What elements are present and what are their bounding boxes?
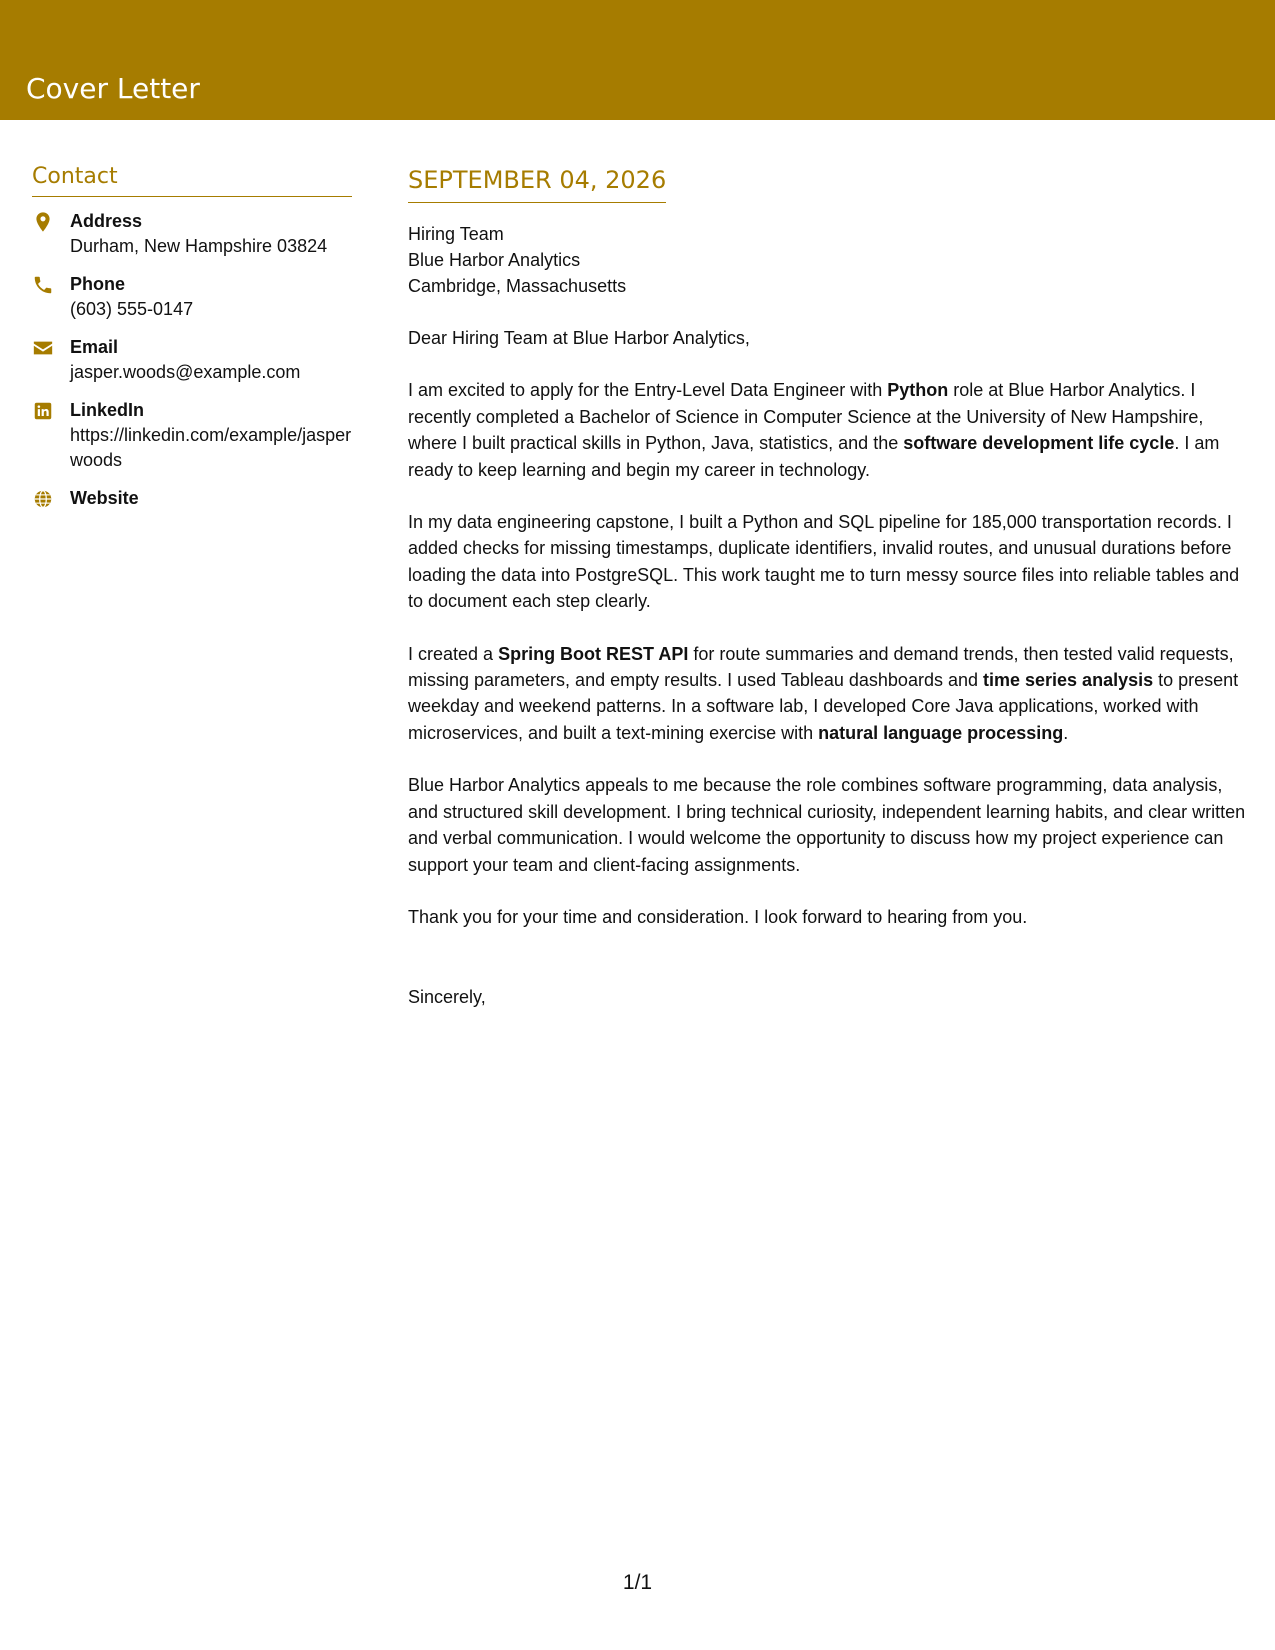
letter-date: SEPTEMBER 04, 2026 [408, 164, 666, 203]
bold-term: Spring Boot REST API [498, 643, 689, 664]
contact-label: Phone [70, 274, 126, 294]
recipient-line: Hiring Team [408, 224, 504, 244]
recipient-line: Blue Harbor Analytics [408, 250, 581, 270]
paragraph-thanks: Thank you for your time and consideration. I look forward to hearing from you. [408, 906, 1028, 927]
text-run: role at Blue Harbor Analytics. I recently completed a Bachelor of Science in Computer Science at the University of New Hampshire, where I built practical skills in Python, Java, statistics, and the [408, 380, 1204, 454]
contact-label: Website [70, 488, 139, 508]
contact-item-phone [32, 272, 352, 322]
envelope-icon [32, 337, 54, 359]
bold-term: software development life cycle [903, 433, 1175, 454]
text-run: for route summaries and demand trends, then tested valid requests, missing parameters, and empty results. I used Tableau dashboards and [408, 643, 1234, 691]
recipient-line: Cambridge, Massachusetts [408, 276, 627, 296]
paragraph-projects [408, 641, 1248, 747]
linkedin-icon [32, 400, 54, 422]
text-run: I created a [408, 643, 499, 664]
bold-term: time series analysis [983, 670, 1154, 691]
recipient-block [408, 221, 1248, 299]
linkedin-link[interactable]: https://linkedin.com/example/jasperwoods [70, 425, 352, 470]
letter-body [408, 164, 1248, 1011]
contact-value: Durham, New Hampshire 03824 [70, 236, 328, 256]
contact-item-address [32, 209, 352, 259]
phone-icon [32, 274, 54, 296]
paragraph-capstone: In my data engineering capstone, I built a Python and SQL pipeline for 185,000 transportation records. I added checks for missing timestamps, duplicate identifiers, invalid routes, and unusual durations before loading the data into PostgreSQL. This work taught me to turn messy source files into reliable tables and to document each step clearly. [408, 512, 1240, 612]
contact-item-linkedin [32, 398, 352, 473]
contact-label: Email [70, 337, 119, 357]
bold-term: natural language processing [818, 722, 1064, 743]
globe-icon [32, 488, 54, 510]
contact-label: Address [70, 211, 143, 231]
text-run: to present weekday and weekend patterns. In a software lab, I developed Core Java applications, worked with microservices, and built a text-mining exercise with [408, 670, 1239, 743]
contact-item-website [32, 486, 352, 511]
text-run: . [1063, 722, 1069, 743]
page-number: 1/1 [622, 1571, 653, 1594]
closing: Sincerely, [408, 987, 486, 1008]
contact-value: (603) 555-0147 [70, 299, 194, 319]
contact-sidebar [32, 162, 352, 524]
greeting: Dear Hiring Team at Blue Harbor Analytics, [408, 328, 750, 348]
map-pin-icon [32, 211, 54, 233]
header-bar [0, 0, 1275, 120]
contact-value: jasper.woods@example.com [70, 362, 301, 382]
paragraph-intro [408, 377, 1248, 483]
bold-term: Python [887, 380, 949, 401]
text-run: . I am ready to keep learning and begin my career in technology. [408, 433, 1220, 480]
paragraph-motivation: Blue Harbor Analytics appeals to me because the role combines software programming, data analysis, and structured skill development. I bring technical curiosity, independent learning habits, and clear written and verbal communication. I would welcome the opportunity to discuss how my project experience can support your team and client-facing assignments. [408, 775, 1246, 875]
contact-label: LinkedIn [70, 400, 145, 420]
contact-heading: Contact [32, 162, 352, 197]
text-run: I am excited to apply for the Entry-Level Data Engineer with [408, 380, 888, 401]
page-title: Cover Letter [26, 72, 200, 105]
contact-item-email [32, 335, 352, 385]
contact-list [32, 209, 352, 511]
